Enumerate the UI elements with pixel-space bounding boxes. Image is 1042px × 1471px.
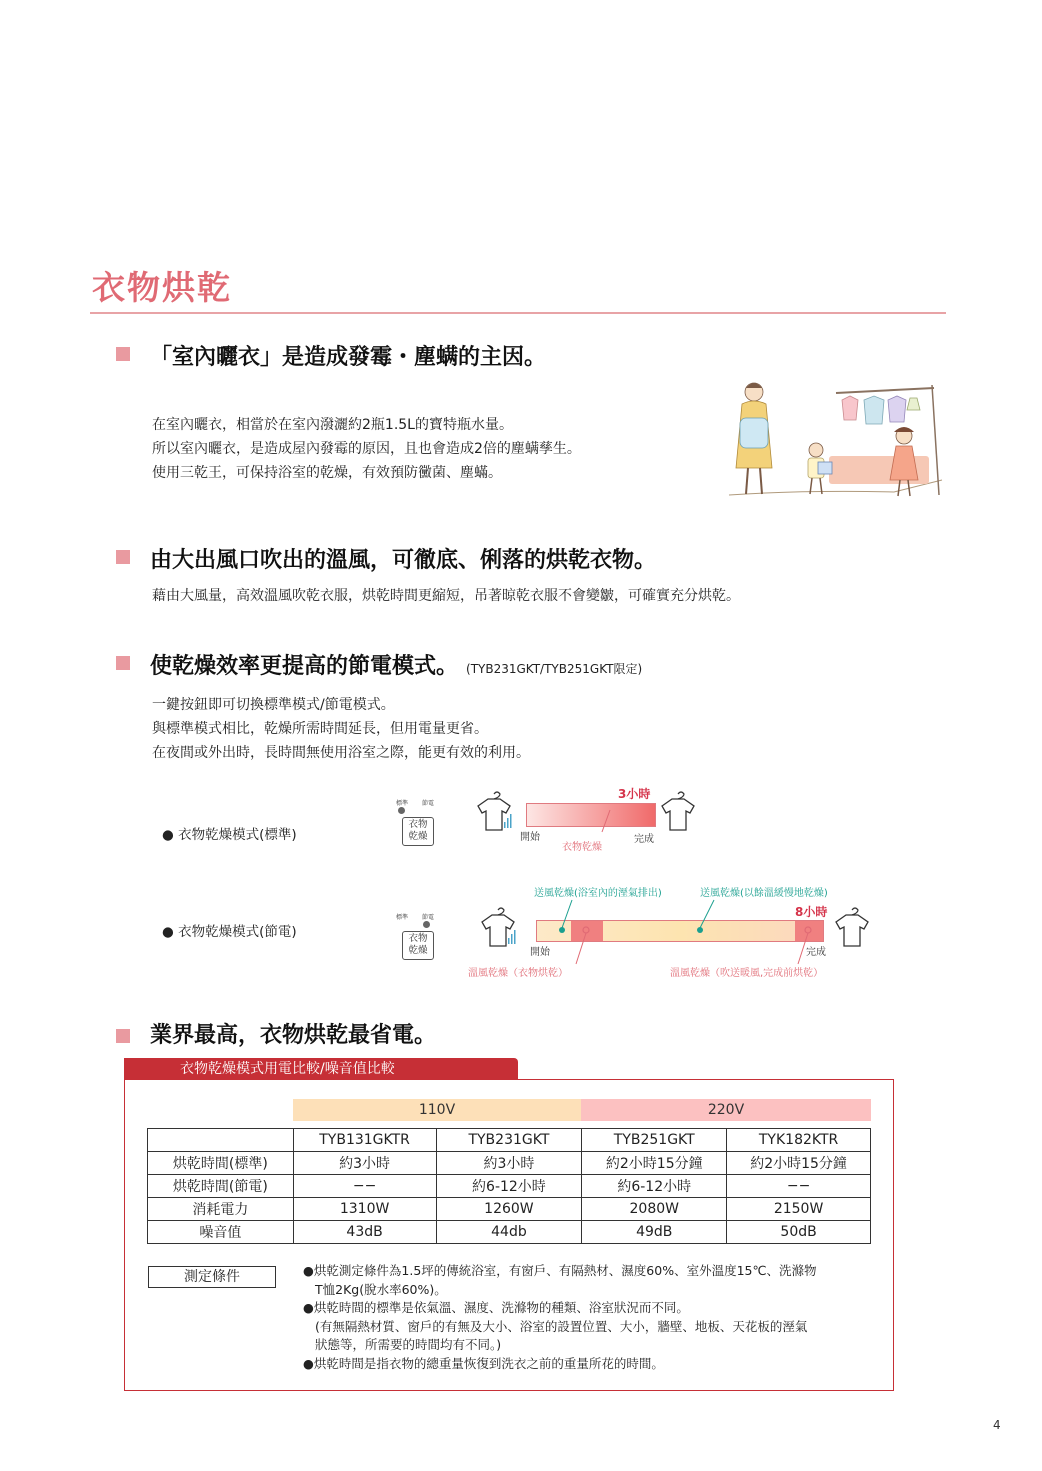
standard-timeline-bar: [526, 803, 656, 827]
eco-phase-warm2-label: 溫風乾燥（吹送暖風,完成前烘乾）: [670, 968, 824, 979]
eco-duration: 8小時: [795, 905, 828, 919]
bullet-square: [116, 656, 130, 670]
shirt-wet-icon: [478, 906, 518, 950]
row-label: 烘乾時間(標準): [148, 1152, 294, 1175]
table-cell: 1310W: [293, 1198, 436, 1221]
panel-label-eco: 節電: [422, 800, 435, 807]
condition-line: 狀態等，所需要的時間均有不同。): [315, 1337, 502, 1352]
table-cell: 1260W: [436, 1198, 582, 1221]
eco-phase-fan2-label: 送風乾燥(以餘溫緩慢地乾燥): [700, 888, 828, 899]
page-title: 衣物烘乾: [92, 268, 232, 307]
table-header-row: [148, 1129, 871, 1152]
voltage-band-220: 220V: [581, 1099, 871, 1121]
shirt-dry-icon: [658, 790, 698, 834]
model-header: TYB131GKTR: [293, 1129, 436, 1152]
section2-heading: 由大出風口吹出的溫風，可徹底、俐落的烘乾衣物。: [150, 548, 657, 573]
bullet-square: [116, 347, 130, 361]
standard-mode-label: ● 衣物乾燥模式(標準): [162, 827, 297, 843]
section1-heading: 「室內曬衣」是造成發霉・塵螨的主因。: [150, 345, 547, 370]
comparison-table: [147, 1128, 871, 1244]
conditions-label: 測定條件: [148, 1266, 276, 1288]
panel-label-standard: 標準: [396, 800, 409, 807]
row-label: 消耗電力: [148, 1198, 294, 1221]
section4-heading: 業界最高，衣物烘乾最省電。: [150, 1023, 437, 1048]
section1-body: [152, 413, 581, 485]
eco-phase-fan1-label: 送風乾燥(浴室內的溼氣排出): [534, 888, 662, 899]
table-cell: 2080W: [582, 1198, 727, 1221]
dry-button: [402, 931, 434, 960]
section2-line: 藉由大風量，高效溫風吹乾衣服，烘乾時間更縮短，吊著晾乾衣服不會變皺，可確實充分烘乾。: [152, 588, 740, 604]
eco-start: 開始: [530, 947, 550, 958]
eco-phase-pointers: [536, 898, 836, 970]
standard-start: 開始: [520, 832, 540, 843]
condition-line: ●烘乾時間的標準是依氣溫、濕度、洗滌物的種類、浴室狀況而不同。: [303, 1300, 689, 1315]
table-cell: 49dB: [582, 1221, 727, 1244]
section3-heading: 使乾燥效率更提高的節電模式。: [150, 654, 459, 679]
standard-duration: 3小時: [618, 787, 651, 801]
dry-button-line: 乾燥: [408, 945, 428, 956]
conditions-notes: [303, 1262, 875, 1373]
table-row: [148, 1198, 871, 1221]
dry-button-line: 乾燥: [408, 831, 428, 842]
bullet-square: [116, 550, 130, 564]
bullet-square: [116, 1029, 130, 1043]
title-divider: [90, 312, 946, 314]
comparison-tab: 衣物乾燥模式用電比較/噪音值比較: [124, 1058, 518, 1080]
section2-body: [152, 584, 740, 608]
page-number: 4: [993, 1418, 1001, 1432]
model-header: TYK182KTR: [727, 1129, 871, 1152]
dry-button-line: 衣物: [408, 933, 428, 944]
table-cell: 約6-12小時: [582, 1175, 727, 1198]
section3-body: [152, 693, 530, 765]
table-row: [148, 1221, 871, 1244]
section3-line: 一鍵按鈕即可切換標準模式/節電模式。: [152, 697, 395, 713]
eco-phase-warm1-label: 溫風乾燥（衣物烘乾）: [468, 968, 568, 979]
shirt-dry-icon: [832, 906, 872, 950]
table-row: [148, 1152, 871, 1175]
row-label: 烘乾時間(節電): [148, 1175, 294, 1198]
eco-end: 完成: [806, 947, 826, 958]
table-cell: 2150W: [727, 1198, 871, 1221]
panel-label-eco: 節電: [422, 914, 435, 921]
table-cell: 約2小時15分鐘: [727, 1152, 871, 1175]
control-panel-icon: [390, 798, 450, 848]
voltage-band-110: 110V: [293, 1099, 581, 1121]
condition-line: ●烘乾時間是指衣物的總重量恢復到洗衣之前的重量所花的時間。: [303, 1355, 664, 1371]
section1-line: 在室內曬衣，相當於在室內潑灑約2瓶1.5L的寶特瓶水量。: [152, 417, 513, 433]
section3-heading-row: [150, 649, 642, 680]
condition-line: ●烘乾測定條件為1.5坪的傳統浴室，有窗戶、有隔熱材、濕度60%、室外溫度15℃、洗滌物: [303, 1263, 817, 1278]
table-cell: 約2小時15分鐘: [582, 1152, 727, 1175]
dry-button: [402, 817, 434, 846]
section3-line: 在夜間或外出時，長時間無使用浴室之際，能更有效的利用。: [152, 745, 530, 761]
model-header: TYB231GKT: [436, 1129, 582, 1152]
table-row: [148, 1175, 871, 1198]
section1-line: 所以室內曬衣，是造成屋內發霉的原因，且也會造成2倍的塵螨孳生。: [152, 441, 581, 457]
shirt-wet-icon: [474, 790, 514, 834]
family-laundry-illustration: [724, 380, 946, 502]
panel-label-standard: 標準: [396, 914, 409, 921]
table-cell: 約6-12小時: [436, 1175, 582, 1198]
table-cell: 約3小時: [293, 1152, 436, 1175]
table-cell: −−: [293, 1175, 436, 1198]
control-panel-icon: [390, 912, 450, 962]
section3-line: 與標準模式相比，乾燥所需時間延長，但用電量更省。: [152, 721, 488, 737]
table-corner-cell: [148, 1129, 294, 1152]
row-label: 噪音值: [148, 1221, 294, 1244]
table-cell: 44db: [436, 1221, 582, 1244]
condition-line: (有無隔熱材質、窗戶的有無及大小、浴室的設置位置、大小，牆壁、地板、天花板的溼氣: [315, 1318, 808, 1334]
standard-phase-label: 衣物乾燥: [562, 842, 602, 853]
indicator-lamp-icon: [398, 807, 405, 814]
table-cell: 43dB: [293, 1221, 436, 1244]
standard-end: 完成: [634, 834, 654, 845]
table-cell: 約3小時: [436, 1152, 582, 1175]
model-header: TYB251GKT: [582, 1129, 727, 1152]
indicator-lamp-icon: [423, 921, 430, 928]
section3-model-note: (TYB231GKT/TYB251GKT限定): [466, 662, 643, 676]
table-cell: −−: [727, 1175, 871, 1198]
table-cell: 50dB: [727, 1221, 871, 1244]
dry-button-line: 衣物: [408, 819, 428, 830]
section1-line: 使用三乾王，可保持浴室的乾燥，有效預防黴菌、塵蟎。: [152, 465, 502, 481]
standard-phase-pointer: [596, 808, 616, 836]
condition-line: T恤2Kg(脫水率60%)。: [315, 1281, 447, 1297]
eco-mode-label: ● 衣物乾燥模式(節電): [162, 924, 297, 940]
